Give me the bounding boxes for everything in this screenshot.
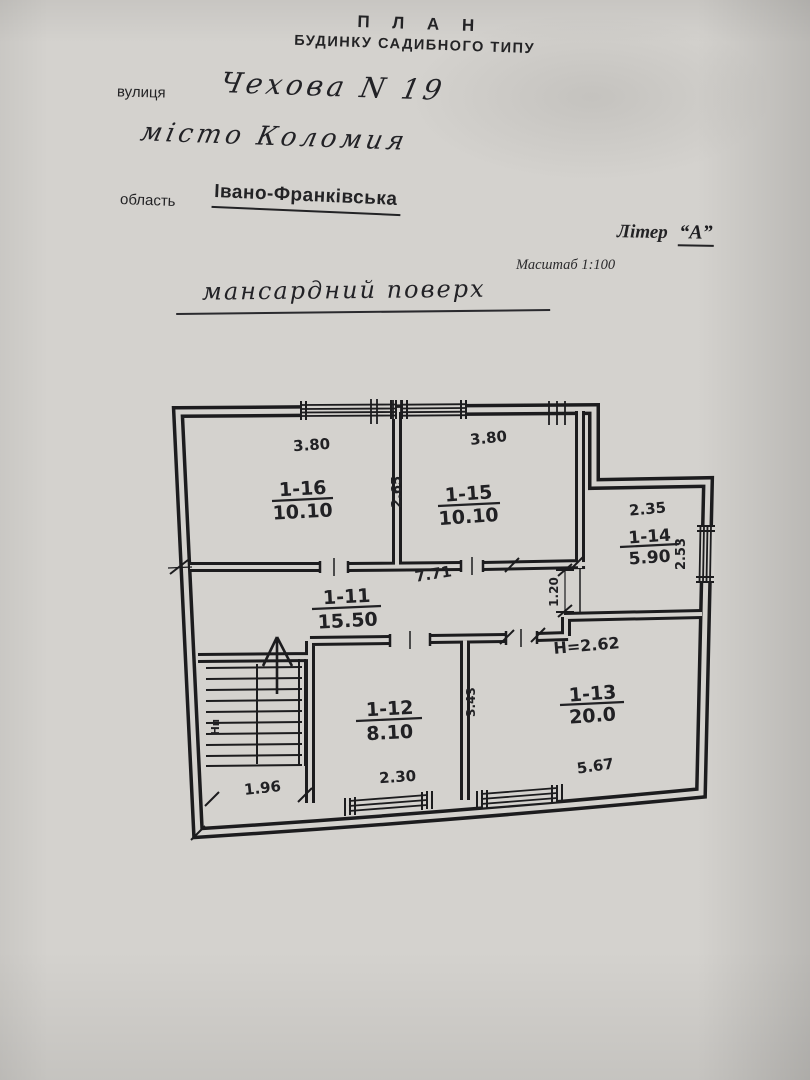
street-value-handwritten: Чехова N 19: [217, 66, 449, 107]
dim-r12-window: 2.30: [378, 766, 417, 788]
room-1-11-area: 15.50: [317, 608, 379, 634]
scale-label: Масштаб: [516, 257, 578, 273]
windows: [301, 400, 715, 816]
city-value-handwritten: місто Коломия: [137, 117, 411, 157]
dim-r14-window: 2.53: [674, 537, 689, 571]
room-1-16-area: 10.10: [272, 499, 334, 525]
dim-corridor-width: 7.71: [413, 562, 453, 586]
street-label: вулиця: [116, 83, 166, 102]
room-1-16-number: 1-16: [278, 476, 328, 502]
dim-r14-width: 2.35: [628, 498, 667, 520]
title-building-type: БУДИНКУ САДИБНОГО ТИПУ: [293, 32, 536, 58]
liter-value: “А”: [678, 221, 714, 247]
dim-stairs-width: 1.96: [243, 777, 282, 799]
dim-top-left-width: 3.80: [292, 434, 331, 456]
room-1-12-area: 8.10: [365, 720, 414, 746]
dim-partition-depth: 2.65: [390, 475, 405, 509]
dim-ceiling-height: H=2.62: [552, 633, 621, 658]
dim-partition-12-13: 3.43: [464, 687, 478, 717]
room-1-14-area: 5.90: [628, 546, 672, 570]
scale-value: 1:100: [581, 257, 616, 273]
region-value: Івано-Франківська: [212, 181, 402, 216]
dim-passage: 1.20: [547, 577, 561, 607]
room-1-12-number: 1-12: [365, 696, 415, 722]
room-1-11-number: 1-11: [322, 584, 372, 610]
stair-direction-arrow: [263, 637, 292, 694]
stairs-handwritten-mark: Нп: [210, 718, 222, 736]
region-label: область: [119, 191, 176, 210]
room-1-13-number: 1-13: [568, 681, 618, 707]
room-1-15-area: 10.10: [437, 503, 500, 531]
liter-label: Літер: [616, 221, 668, 244]
floor-title-handwritten: мансардний поверх: [176, 274, 550, 315]
outer-walls: [178, 409, 708, 833]
dim-top-right-width: 3.80: [469, 427, 508, 449]
dim-r13-width: 5.67: [575, 754, 615, 778]
room-1-13-area: 20.0: [568, 703, 617, 729]
title-plan: П Л А Н: [357, 11, 484, 36]
room-1-14-number: 1-14: [627, 525, 672, 549]
room-1-15-number: 1-15: [444, 481, 494, 507]
